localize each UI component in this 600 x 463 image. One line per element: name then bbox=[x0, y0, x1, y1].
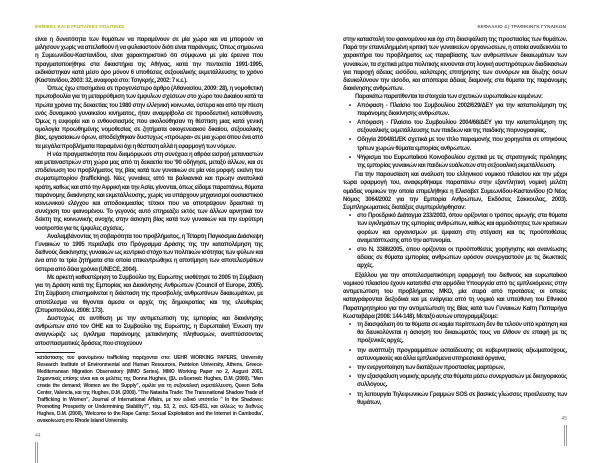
list-item: • τη διασφάλιση ότι τα θύματα σε καμία περίπτωση δεν θα τελούν υπό κράτηση και θα διευκολύνεται η άσκηση του δικαιώματός τους να έλθουν σε επαφή με τις προξενικές αρχές, bbox=[357, 321, 567, 346]
page-marker bbox=[35, 442, 263, 463]
eu-documents-list bbox=[343, 102, 567, 171]
left-page-footer bbox=[35, 433, 263, 463]
paragraph: Με αρκετή καθυστέρηση το Συμβούλιο της Ευρώπης υιοθέτησε το 2005 τη Σύμβαση για τη Δράση κατά της Εμπορίας και Διακίνησης Ανθρώπων (Council of Europe, 2005). Στη Σύμβαση επισημαίνεται η διάσταση της προσβολής ανθρωπίνων δικαιωμάτων, με αποτέλεσμα να θίγονται άμεσα οι αρχές της δημοκρατίας και της ελευθερίας (Σπυροπούλου, 2006: 173). bbox=[35, 274, 263, 314]
paragraph: είναι η δυνατότητα των θυμάτων να παραμένουν σε μία χώρα και να μπορούν να μιλήσουν χωρίς να απελαθούν ή να φυλακιστούν διότι είναι παράνομες. Όπως σημειώνει η Συμεωνίδου-Καστανίδου, είναι χαρακτηριστικό ότι σύμφωνα με μία έρευνα που πραγματοποιήθηκε στα δικαστήρια της Αθήνας, κατά την πενταετία 1991-1995, εκδικάστηκαν κατά μέσο όρο μόνον 6 υποθέσεις σεξουαλικής εκμετάλλευσης το χρόνο (Καστανίδου, 2003: 32, αναφορά στο: Τσιγκρής, 2002: 7 κ.ε.). bbox=[35, 37, 263, 85]
paragraph: Παρακάτω παρατίθενται τα στοιχεία των σχετικών ευρωπαϊκών κειμένων: bbox=[355, 94, 543, 101]
right-page-body bbox=[343, 36, 567, 408]
list-item: • στο Ν. 3386/2005, όπου ορίζονται οι προϋποθέσεις χορήγησης και ανανέωσης άδειας σε θύματα εμπορίας ανθρώπων εφόσον συνεργαστούν με τις διωκτικές αρχές. bbox=[357, 246, 567, 271]
paragraph: Για την παρουσίαση και ανάλυση του ελληνικού νομικού πλαισίου και την μέχρι τώρα εφαρμογή του, αναφερθήκαμε παραπάνω στην εξαντλητική νομική μελέτη ομάδας νομικών την οποία επιμελήθηκε η Ελισάβετ Συμεωνίδου-Καστανίδου (Ο Νέος Νόμος 3064/2002 για την Εμπορία Ανθρώπων, Εκδόσεις Σάκκουλας, 2003). Συμπληρωματικές διατάξεις συμπεριλήφθησαν: bbox=[343, 172, 567, 212]
right-page-footer bbox=[343, 416, 567, 446]
header-right: ΚΕΦΑΛΑΙΟ 4 | ΤΡΑΦΙΚΙΝΓΚ ΓΥΝΑΙΚΩΝ bbox=[477, 24, 566, 29]
footnote-separator bbox=[35, 352, 75, 353]
list-item: • τη λειτουργία Τηλεφωνικών Γραμμών SOS σε βασικές γλώσσες προέλευσης των θυμάτων, bbox=[357, 391, 567, 407]
list-item: • την εξασφάλιση νομικής αρωγής στα θύματα μέσω συνεργασιών με δικηγορικούς συλλόγους, bbox=[357, 373, 567, 389]
right-page bbox=[343, 36, 567, 446]
page-number-right: 45 bbox=[561, 415, 567, 422]
proposals-list bbox=[343, 321, 567, 407]
paragraph: Η νέα πραγματικότητα που διαμόρφωσε στη συνέχεια η αθρόα εισροή μεταναστών και μεταναστριών στη χώρα μας από τη δεκαετία του '90 οδήγησε, μεταξύ άλλων, και σε επιδείνωση του προβλήματος της βίας κατά των γυναικών σε μία νέα μορφή: εκείνη του σωματεμπορίου (trafficking). Νέες γυναίκες από τα βαλκανικά και πρώην ανατολικά κράτη, καθώς και από την Αφρική και την Ασία, γίνονται, όπως είδαμε παραπάνω, θύματα παράνομης διακίνησης και εκμετάλλευσης, χωρίς να υπάρχουν μηχανισμοί ουσιαστικού κοινωνικού ελέγχου και αποδοκιμασίας τέτοιοι που να αποτρέψουν δραστικά τη συνέχιση του φαινομένου. Το γεγονός αυτό επηρεάζει εκτός των άλλων αρνητικά τον δείκτη της κοινωνικής ανοχής στην άσκηση βίας κατά των γυναικών και την ευρύτερη νοοτροπία για τις έμφυλες σχέσεις. bbox=[35, 151, 263, 232]
page-marker-line bbox=[37, 442, 38, 463]
list-item: • Απόφαση - Πλαίσιο του Συμβουλίου 2002/629/ΔΕΥ για την καταπολέμηση της παράνομης διακίνησης ανθρώπων. bbox=[357, 102, 567, 118]
list-item: • Απόφαση - Πλαίσιο του Συμβουλίου 2004/68/ΔΕΥ για την καταπολέμηση της σεξουαλικής εκμετάλλευσης των παιδιών και της παιδικής πορνογραφίας. bbox=[357, 119, 567, 135]
paragraph: Εξάλλου για την αποτελεσματικότερη εφαρμογή του διεθνούς και ευρωπαϊκού νομικού πλαισίου έχουν κατατεθεί στα αρμόδια Υπουργεία από τις εμπλεκόμενες στην αντιμετώπιση του προβλήματος ΜΚΟ, μία σειρά από προτάσεις οι οποίες καταγράφονται διεξοδικά και με ενάργεια από τη νομικό και υπεύθυνη του Εθνικού Παρατηρητηρίου για την αντιμετώπιση της Βίας κατά των Γυναικών Καίτη Παπαρήγα Κωσταβάρα (2008: 144-148). Μεταξύ αυτών υπογραμμίζουμε: bbox=[343, 272, 567, 320]
page-number-left: 44 bbox=[35, 432, 41, 439]
list-item: • Οδηγία 2004/81/ΕΚ σχετικά με τον τίτλο παραμονής που χορηγείται σε υπηκόους τρίτων χωρών θύματα εμπορίας ανθρώπων. bbox=[357, 136, 567, 152]
left-page bbox=[35, 36, 263, 463]
page-marker-line bbox=[564, 425, 565, 446]
left-page-body bbox=[35, 36, 263, 348]
footnote: κατάστασης του φαινομένου trafficking παρέχονται στο: UEHR WORKING PAPERS, University Research Institute of Environmental and Human Resources, Panteion University, Athens, Greece-Mediterranean Migration Observatory (MMO Series). MMO Working Paper no 2, August 2001. Σημαντικές επίσης είναι και οι μελέτες της Donna Hughes, (βλ. ενδεικτικά: Hughes, D.M. (2000). "Men create the demand; Women are the Supply", ομιλία για τη σεξουαλική εκμετάλλευση, Queen Sofia Center, Valencia, και της Hughes, D.M. (2000). "The Natasha Trade: The Transnational Shadow Trade of Trafficking in Women", Journal of International Affairs, με τον ειδικό υπότιτλο " In the Shadows: Promoting Prosperity or Undermining Stability?", τόμ. 53, 2, σελ. 625-651, και αλλιώς το διεθνώς Hughes, D.M. (2000), 'Welcome to the Rape Camp: Sexual Exploitation and the Internet in Cambodia', ανακοίνωση στο Rhode Island University. bbox=[37, 354, 263, 424]
paragraph: στην καταστολή του φαινομένου και όχι στη διασφάλιση της προστασίας των θυμάτων. Παρά την επανειλημμένη κριτική των γυναικείων οργανώσεων, η οποία αναδεικνύει το χαρακτήρα του προβλήματος ως παραβίασης των ανθρωπίνων δικαιωμάτων των γυναικών, τα σχετικά μέτρα πολιτικής κινούνται στη λογική αυστηρότερων διαδικασιών για παροχή άδειας εισόδου, καλύτερης επιτήρησης των συνόρων και δίωξης όσων διευκολύνουν την είσοδο, και απόπειρα άδειας διαμονής στα θύματα της παράνομης διακίνησης ανθρώπων. bbox=[343, 37, 567, 93]
page-marker-line bbox=[35, 442, 36, 463]
page-marker-line bbox=[566, 425, 567, 446]
paragraph: Δυστυχώς σε αντίθεση με την αντιμετώπιση της εμπορίας και διακίνησης ανθρώπων από τον ΟΗΕ και το Συμβούλιο της Ευρώπης, η Ευρωπαϊκή Ένωση την αναγνώριζε ως έγκλημα παράνομης μετακίνησης πληθυσμών, αναπτύσσοντας αποσπασματικές δράσεις που στοχεύουν bbox=[35, 315, 263, 347]
paragraph: Όπως έχω επισημάνει σε προγενέστερο άρθρο (Αθανασίου, 2009: 28), η νομοθετική πρωτοβουλία για τη μεταρρύθμιση των έμφυλων σχέσεων στο χώρο του Δικαίου κατά τα πρώτα χρόνια της δεκαετίας του 1980 στην ελληνική κοινωνία, ύστερα και από την πίεση ενός δυναμικού γυναικείου κινήματος, ήταν αναμφίβολα σε προοδευτική κατεύθυνση. Όμως η ευφορία και ο ενθουσιασμός που ακολούθησαν τη θέσπιση μιας κατά γενική ομολογία προωθημένης νομοθεσίας σε ζητήματα οικογενειακού δικαίου, σεξουαλικής βίας, εργασιακών όρων, αποδείχθηκαν δυστυχώς «πρόωρα» σε μια χώρα όπου ένα από τα μεγάλα προβλήματα παραμένει όχι η θέσπιση αλλά η εφαρμογή των νόμων. bbox=[35, 86, 263, 150]
list-item: • την ενεργοποίηση των διατάξεων προστασίας μαρτύρων, bbox=[357, 364, 567, 372]
provisions-list bbox=[343, 212, 567, 270]
header-left: ΕΘΝΙΚΕΣ ΚΑΙ ΕΥΡΩΠΑΪΚΕΣ ΠΟΛΙΤΙΚΕΣ bbox=[35, 24, 125, 29]
list-item: • στο Προεδρικό Διάταγμα 233/2003, όπου ορίζονται ο τρόπος αρωγής στα θύματα των εγκλημάτων της εμπορίας ανθρώπων, καθώς και αρμοδιότητες των κρατικών φορέων και οργανισμών με έμφαση στη στέγαση και τις προϋποθέσεις αναμετάπτωσης από την αστυνομία. bbox=[357, 212, 567, 245]
page-marker bbox=[343, 425, 567, 446]
list-item: • την ανάπτυξη προγραμμάτων εκπαίδευσης σε κυβερνητικούς αξιωματούχους, αστυνομικούς και άλλα εμπλεκόμενα υπηρεσιακά όργανα, bbox=[357, 347, 567, 363]
paragraph: Αναλαμβάνοντας τη σοβαρότητα του προβλήματος, η Τέταρτη Παγκόσμια Διάσκεψη Γυναικών το 1995 περιέλαβε στο Πρόγραμμα Δράσης της την καταπολέμηση της διεθνούς διακίνησης γυναικών ως κεντρικό στόχο των πολιτικών ισότητας των φύλων και ένα από τα τρία ζητήματα στα οποία επικεντρώθηκε η αποτίμηση των αποτελεσμάτων ύστερα από δέκα χρόνια (UNECE, 2004). bbox=[35, 233, 263, 273]
list-item: • Ψήφισμα του Ευρωπαϊκού Κοινοβουλίου σχετικά με τις στρατηγικές πρόληψης της εμπορίας γυναικών και παιδιών ευάλωτων στη σεξουαλική εκμετάλλευση. bbox=[357, 154, 567, 170]
